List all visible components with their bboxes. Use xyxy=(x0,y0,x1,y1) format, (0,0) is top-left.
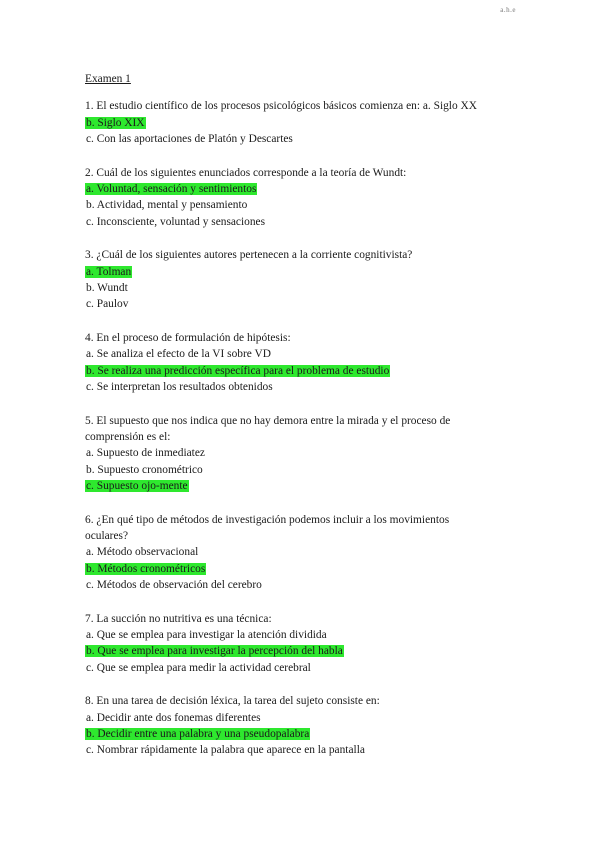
option-6-3 xyxy=(85,577,485,593)
question-text-label: 7. La succión no nutritiva es una técnica: xyxy=(85,612,272,625)
option-text: c. Con las aportaciones de Platón y Descartes xyxy=(86,133,293,146)
question-text xyxy=(85,98,485,114)
question-text-label: 5. El supuesto que nos indica que no hay demora entre la mirada y el proceso de comprensión es el: xyxy=(85,414,451,443)
option-text: b. Que se emplea para investigar la percepción del habla xyxy=(86,645,343,658)
option-text: b. Supuesto cronométrico xyxy=(86,463,203,476)
header-mark: a.h.e xyxy=(500,6,516,14)
option-text: c. Inconsciente, voluntad y sensaciones xyxy=(86,215,266,228)
question-text xyxy=(85,330,485,346)
option-text: b. Decidir entre una palabra y una pseudopalabra xyxy=(86,728,310,740)
option-text: c. Métodos de observación del cerebro xyxy=(86,579,262,592)
question-list xyxy=(85,98,485,758)
option-text: b. Siglo XIX xyxy=(86,116,145,129)
option-text: c. Se interpretan los resultados obtenidos xyxy=(86,381,273,394)
question-text xyxy=(85,247,485,263)
question-2 xyxy=(85,165,485,231)
question-8 xyxy=(85,693,485,759)
correct-option xyxy=(85,478,485,494)
option-text: c. Supuesto ojo-mente xyxy=(86,480,188,493)
question-6 xyxy=(85,512,485,594)
option-7-1 xyxy=(85,627,485,643)
correct-option xyxy=(85,181,485,197)
option-5-2 xyxy=(85,462,485,478)
option-2-3 xyxy=(85,214,485,230)
exam-content xyxy=(85,71,485,759)
correct-option xyxy=(85,115,485,131)
question-text xyxy=(85,693,485,709)
option-text: c. Que se emplea para medir la actividad cerebral xyxy=(86,661,311,674)
option-8-3 xyxy=(85,742,485,758)
option-4-3 xyxy=(85,379,485,395)
option-text: a. Decidir ante dos fonemas diferentes xyxy=(86,711,261,724)
option-8-1 xyxy=(85,710,485,726)
option-6-1 xyxy=(85,544,485,560)
exam-title: Examen 1 xyxy=(85,73,131,85)
question-3 xyxy=(85,247,485,313)
option-text: b. Actividad, mental y pensamiento xyxy=(86,199,248,212)
option-text: b. Métodos cronométricos xyxy=(86,562,206,575)
option-2-2 xyxy=(85,197,485,213)
option-text: c. Paulov xyxy=(86,298,129,311)
question-text-label: 6. ¿En qué tipo de métodos de investigación podemos incluir a los movimientos oculares? xyxy=(85,513,450,542)
question-text xyxy=(85,413,485,446)
question-1 xyxy=(85,98,485,147)
question-7 xyxy=(85,611,485,677)
question-text-label: 2. Cuál de los siguientes enunciados corresponde a la teoría de Wundt: xyxy=(85,166,407,179)
question-text-label: 1. El estudio científico de los procesos psicológicos básicos comienza en: xyxy=(85,100,420,113)
option-5-1 xyxy=(85,445,485,461)
option-text: a. Siglo XX xyxy=(422,100,477,113)
option-3-3 xyxy=(85,296,485,312)
correct-option xyxy=(85,363,485,379)
option-text: a. Que se emplea para investigar la atención dividida xyxy=(86,628,327,641)
option-4-1 xyxy=(85,346,485,362)
question-text-label: 8. En una tarea de decisión léxica, la tarea del sujeto consiste en: xyxy=(85,695,380,708)
option-1-3 xyxy=(85,131,485,147)
question-text-label: 3. ¿Cuál de los siguientes autores pertenecen a la corriente cognitivista? xyxy=(85,249,413,262)
option-1-1 xyxy=(423,100,477,112)
option-text: a. Supuesto de inmediatez xyxy=(86,447,205,460)
question-text xyxy=(85,611,485,627)
option-3-2 xyxy=(85,280,485,296)
option-text: b. Se realiza una predicción específica para el problema de estudio xyxy=(86,364,390,377)
option-text: b. Wundt xyxy=(86,282,128,295)
question-text-label: 4. En el proceso de formulación de hipótesis: xyxy=(85,331,291,344)
option-text: c. Nombrar rápidamente la palabra que aparece en la pantalla xyxy=(86,744,365,757)
correct-option xyxy=(85,643,485,659)
question-5 xyxy=(85,413,485,495)
question-text xyxy=(85,512,485,545)
option-text: a. Se analiza el efecto de la VI sobre VD xyxy=(86,348,271,361)
question-text xyxy=(85,165,485,181)
option-text: a. Voluntad, sensación y sentimientos xyxy=(86,183,257,196)
option-7-3 xyxy=(85,660,485,676)
correct-option xyxy=(85,726,485,742)
correct-option xyxy=(85,561,485,577)
correct-option xyxy=(85,264,485,280)
option-text: a. Tolman xyxy=(86,265,132,278)
question-4 xyxy=(85,330,485,396)
option-text: a. Método observacional xyxy=(86,546,199,559)
